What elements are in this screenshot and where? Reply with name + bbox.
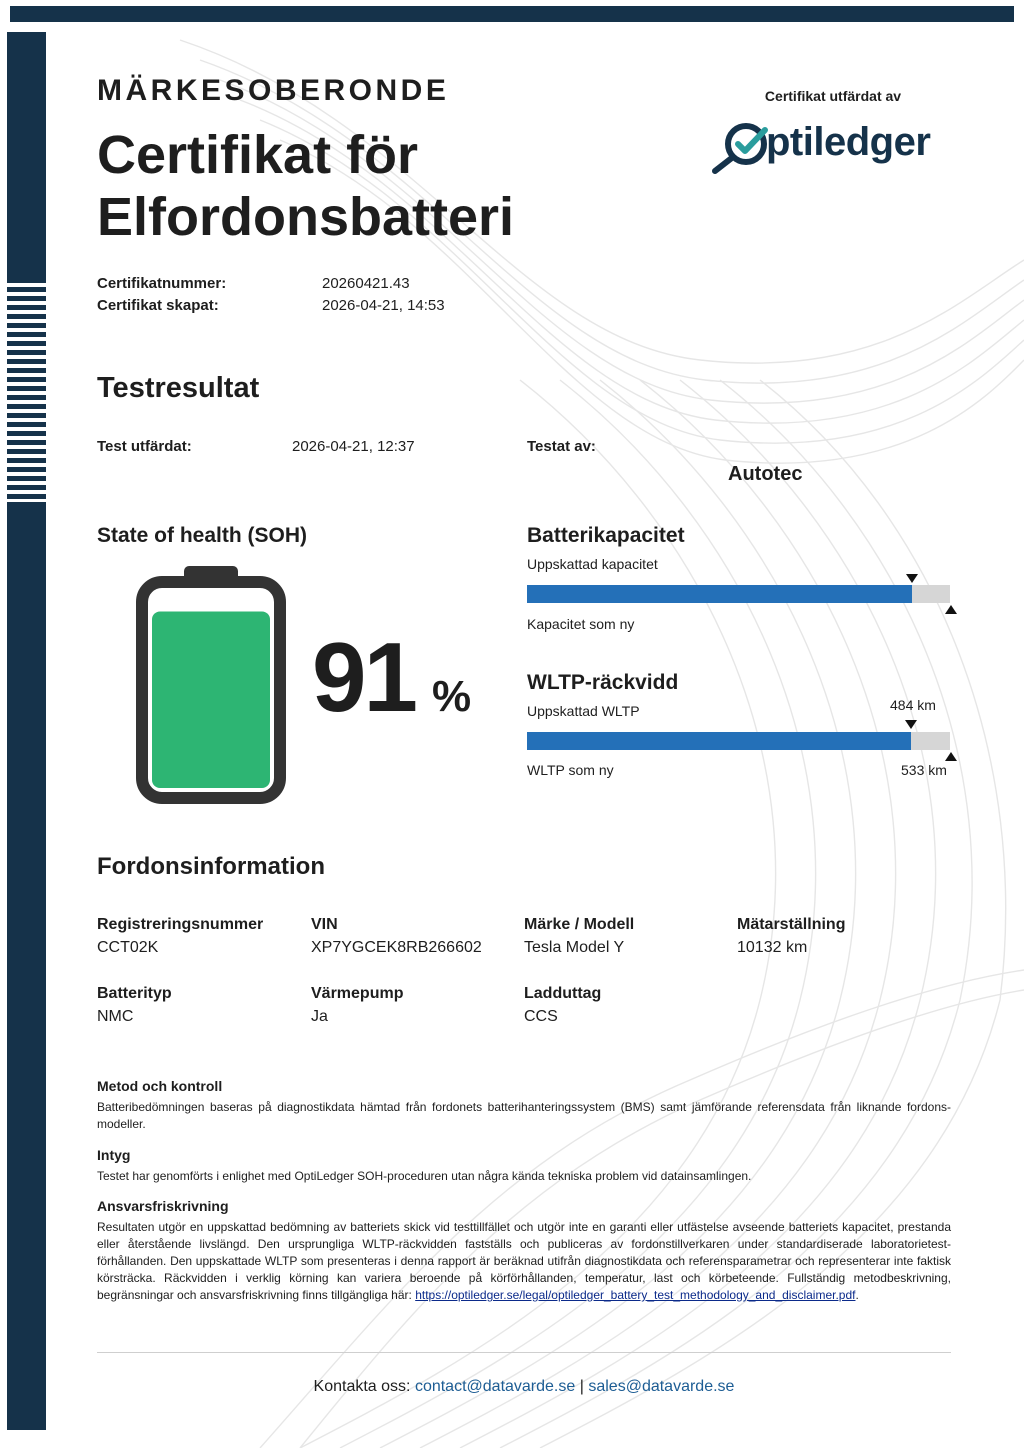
- top-bar: [10, 6, 1014, 22]
- tested-by-label: Testat av:: [527, 438, 596, 455]
- charge-port-label: Ladduttag: [524, 985, 602, 1002]
- capacity-bar: [527, 585, 950, 603]
- capacity-estimated-marker: [906, 574, 918, 583]
- test-issued-value: 2026-04-21, 12:37: [292, 438, 415, 455]
- heat-pump-value: Ja: [311, 1008, 328, 1025]
- vin-value: XP7YGCEK8RB266602: [311, 939, 482, 956]
- document-kicker: MÄRKESOBERONDE: [97, 74, 450, 107]
- wltp-estimated-label: Uppskattad WLTP: [527, 703, 640, 719]
- capacity-estimated-label: Uppskattad kapacitet: [527, 556, 658, 572]
- disclaimer-link[interactable]: https://optiledger.se/legal/optiledger_battery_test_methodology_and_disclaimer.pdf: [415, 1288, 856, 1302]
- title-line-1: Certifikat för: [97, 125, 419, 185]
- heat-pump-label: Värmepump: [311, 985, 404, 1002]
- optiledger-logo: [710, 116, 960, 178]
- vehicle-info-heading: Fordonsinformation: [97, 853, 325, 880]
- wltp-new-marker: [945, 752, 957, 761]
- soh-heading: State of health (SOH): [97, 524, 308, 547]
- capacity-bar-fill: [527, 585, 912, 603]
- wltp-estimated-value: 484 km: [890, 697, 936, 713]
- certification-heading: Intyg: [97, 1147, 131, 1163]
- contact-line: [97, 1378, 951, 1396]
- contact-prefix: Kontakta oss:: [313, 1378, 411, 1395]
- wltp-bar-fill: [527, 732, 911, 750]
- charge-port-value: CCS: [524, 1008, 558, 1025]
- footer-divider: [97, 1352, 951, 1353]
- certificate-number-value: 20260421.43: [322, 275, 410, 292]
- wltp-estimated-marker: [905, 720, 917, 729]
- capacity-new-marker: [945, 605, 957, 614]
- page-title: [97, 124, 617, 248]
- disclaimer-heading: Ansvarsfriskrivning: [97, 1198, 229, 1214]
- wltp-new-label: WLTP som ny: [527, 762, 614, 778]
- side-bar: [7, 32, 46, 1430]
- title-line-2: Elfordonsbatteri: [97, 187, 515, 247]
- contact-separator: |: [579, 1378, 584, 1395]
- wltp-new-value: 533 km: [901, 762, 947, 778]
- capacity-new-label: Kapacitet som ny: [527, 616, 635, 632]
- registration-value: CCT02K: [97, 939, 159, 956]
- make-model-label: Märke / Modell: [524, 916, 635, 933]
- battery-fill: [152, 611, 270, 788]
- battery-type-label: Batterityp: [97, 985, 172, 1002]
- battery-type-value: NMC: [97, 1008, 134, 1025]
- issuer-label: Certifikat utfärdat av: [764, 88, 902, 104]
- make-model-value: Tesla Model Y: [524, 939, 625, 956]
- disclaimer-text: Resultaten utgör en uppskattad bedömning av batteriets skick vid testtillfället och utgör inte en garanti eller utfästelse avseende batteriets kapacitet, prestanda eller återstående livslängd. Den ursprungliga WLTP-räckvidden fastställs och publiceras av fordonstillverkaren under standardiserade laboratorietest-förhållanden. Den uppskattade WLTP som presenteras i denna rapport är beräknad utifrån diagnostikdata och referensparametrar och representerar inte faktisk körsträcka. Räckvidden i verklig körning kan variera beroende på körförhållanden, temperatur, last och körbeteende. Fullständig metodbeskrivning, begränsningar och ansvarsfriskrivning finns tillgängliga här:: [97, 1220, 951, 1302]
- disclaimer-end: .: [855, 1288, 859, 1302]
- logo-wordmark: ptiledger: [766, 120, 931, 164]
- certificate-created-label: Certifikat skapat:: [97, 297, 219, 314]
- soh-value: 91: [312, 622, 416, 732]
- wltp-bar: [527, 732, 950, 750]
- battery-icon: [136, 566, 286, 804]
- wltp-heading: WLTP-räckvidd: [527, 671, 679, 694]
- odometer-label: Mätarställning: [737, 916, 846, 933]
- magnifier-check-icon: [710, 116, 772, 178]
- test-results-heading: Testresultat: [97, 372, 260, 404]
- certificate-number-label: Certifikatnummer:: [97, 275, 227, 292]
- sales-email-link[interactable]: sales@datavarde.se: [588, 1378, 735, 1395]
- capacity-heading: Batterikapacitet: [527, 524, 685, 547]
- method-text: Batteribedömningen baseras på diagnostikdata hämtad från fordonets batterihanteringssystem (BMS) samt jämförande referensdata från liknande fordons-modeller.: [97, 1100, 951, 1131]
- side-stripes: [7, 278, 46, 502]
- registration-label: Registreringsnummer: [97, 916, 264, 933]
- contact-email-link[interactable]: contact@datavarde.se: [414, 1378, 576, 1395]
- certification-text: Testet har genomförts i enlighet med OptiLedger SOH-proceduren utan några kända tekniska problem vid datainsamlingen.: [97, 1169, 752, 1183]
- disclaimer-block: [97, 1219, 951, 1304]
- soh-unit: %: [432, 672, 472, 721]
- vin-label: VIN: [311, 916, 338, 933]
- test-issued-label: Test utfärdat:: [97, 438, 192, 455]
- tested-by-value: Autotec: [728, 463, 803, 485]
- method-heading: Metod och kontroll: [97, 1078, 223, 1094]
- certificate-created-value: 2026-04-21, 14:53: [322, 297, 445, 314]
- odometer-value: 10132 km: [737, 939, 808, 956]
